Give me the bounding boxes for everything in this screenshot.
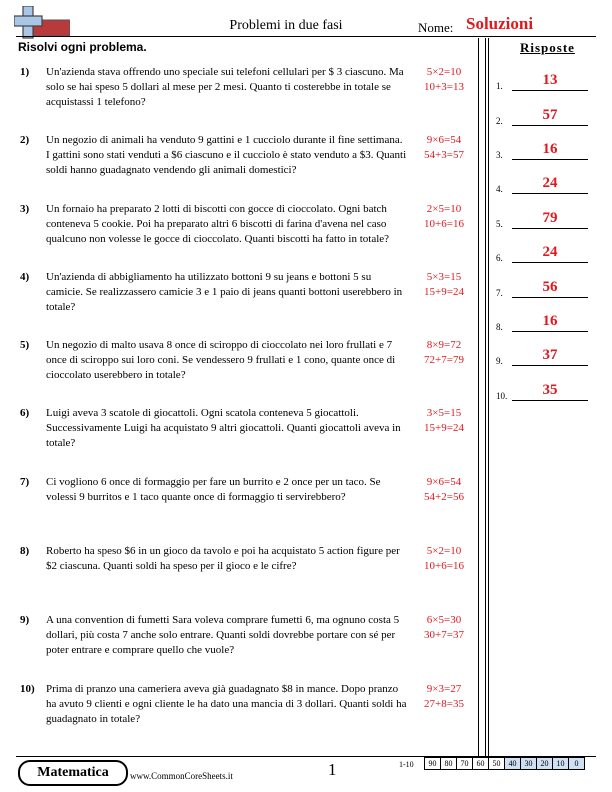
answer-number: 2. [496,116,503,126]
answer-number: 7. [496,288,503,298]
answer-number: 6. [496,253,503,263]
page-number: 1 [328,760,337,779]
answer-line [512,125,588,126]
work-step: 15+9=24 [424,422,464,434]
work-step: 15+9=24 [424,286,464,298]
work-step: 10+3=13 [424,81,464,93]
answer-line [512,90,588,91]
problem-text: Un'azienda di abbigliamento ha utilizzato bottoni 9 su jeans e bottoni 5 su camicie. Se realizzassero camicie 3 e 1 paio di jeans quanti bottoni userebbero in totale? [46,271,403,313]
work-step: 3×5=15 [426,407,462,419]
answer-row [496,104,596,128]
work-step: 54+3=57 [424,149,464,161]
score-cell: 80 [441,758,457,770]
work-step: 30+7=37 [424,629,464,641]
solution-work [404,270,484,300]
website-link[interactable]: www.CommonCoreSheets.it [130,771,233,781]
work-step: 72+7=79 [424,354,464,366]
header-divider [16,36,596,37]
brand-badge: Matematica [18,760,128,786]
problem-number: 5) [20,339,30,351]
column-divider [485,38,486,756]
problem-text: A una convention di fumetti Sara voleva comprare fumetti 6, ma ognuno costa 5 dollari, più costa 7 anche solo entrare. Quanti soldi dovrebbe portare con sé per poter entrare e comprare quello che vuole? [46,614,400,656]
answer-value: 16 [542,141,558,157]
problem-text: Luigi aveva 3 scatole di giocattoli. Ogni scatola conteneva 5 giocattoli. Successivamente Luigi ha acquistato 9 altri giocattoli. Quanti giocattoli aveva in totale? [46,407,401,449]
answer-row [496,379,596,403]
name-label: Nome: [418,20,454,35]
work-step: 8×9=72 [426,339,462,351]
problem-number: 1) [20,66,30,78]
answer-value: 35 [542,382,558,398]
answer-number: 4. [496,184,503,194]
work-step: 10+6=16 [424,218,464,230]
solution-work [404,682,484,712]
score-table [424,757,585,770]
score-cell: 10 [553,758,569,770]
answer-number: 9. [496,356,503,366]
work-step: 9×6=54 [426,476,462,488]
score-cell: 40 [505,758,521,770]
problem-text: Un'azienda stava offrendo uno speciale sui telefoni cellulari per $ 3 ciascuno. Ma solo se hai speso 5 dollari al mese per 2 mesi. Quanto ti costerebbe in totale se acquistassi 1 telefono? [46,66,404,108]
answer-line [512,297,588,298]
score-cell: 20 [537,758,553,770]
answer-value: 56 [542,279,558,295]
answer-value: 57 [542,107,558,123]
problem-text: Prima di pranzo una cameriera aveva già guadagnato $8 in mance. Dopo pranzo ha avuto 9 clienti e ogni cliente le ha dato una mancia di 3 dollari. Quanti soldi ha guadagnato in totale? [46,683,407,725]
problem-number: 3) [20,203,30,215]
work-step: 10+6=16 [424,560,464,572]
answer-value: 37 [542,347,558,363]
answer-number: 5. [496,219,503,229]
answer-number: 3. [496,150,503,160]
answer-line [512,365,588,366]
problem-text: Un negozio di malto usava 8 once di sciroppo di cioccolato nei loro frullati e 7 once di sciroppo sui loro coni. Se vendessero 9 frullati e 1 cono, quante once di cioccolato userebbero in totale? [46,339,396,381]
solution-work [404,544,484,574]
answer-line [512,262,588,263]
problem-number: 6) [20,407,30,419]
problem-number: 4) [20,271,30,283]
score-cell: 0 [569,758,585,770]
work-step: 5×2=10 [426,66,462,78]
answer-value: 13 [542,72,558,88]
answer-row [496,276,596,300]
work-step: 5×3=15 [426,271,462,283]
solution-work [404,202,484,232]
answer-line [512,331,588,332]
answer-row [496,172,596,196]
problem-number: 10) [20,683,35,695]
work-step: 9×6=54 [426,134,462,146]
problem-text: Ci vogliono 6 once di formaggio per fare un burrito e 2 once per un taco. Se volessi 9 burritos e 1 taco quante once di formaggio ti servirebbero? [46,476,381,503]
answer-line [512,228,588,229]
answers-header: Risposte [520,40,575,55]
work-step: 9×3=27 [426,683,462,695]
worksheet-title: Problemi in due fasi [229,18,343,33]
answer-row [496,344,596,368]
column-divider [488,38,489,756]
work-step: 6×5=30 [426,614,462,626]
problem-text: Un fornaio ha preparato 2 lotti di biscotti con gocce di cioccolato. Ogni batch conteneva 5 cookie. Poi ha preparato altri 6 biscotti di farina d'avena nel caso qualcuno non volesse le gocce di cioccolato. Quanti biscotti ha fatto in totale? [46,203,390,245]
answer-line [512,400,588,401]
answer-row [496,138,596,162]
score-cell: 30 [521,758,537,770]
answer-row [496,241,596,265]
solution-work [404,475,484,505]
solution-work [404,133,484,163]
answer-row [496,69,596,93]
score-cell: 90 [425,758,441,770]
score-cell: 50 [489,758,505,770]
work-step: 27+8=35 [424,698,464,710]
work-step: 5×2=10 [426,545,462,557]
answer-row [496,207,596,231]
solution-work [404,613,484,643]
work-step: 54+2=56 [424,491,464,503]
score-cell: 70 [457,758,473,770]
solution-work [404,65,484,95]
answer-line [512,159,588,160]
problem-number: 9) [20,614,30,626]
solution-work [404,338,484,368]
answer-number: 1. [496,81,503,91]
solution-work [404,406,484,436]
problem-number: 2) [20,134,30,146]
answer-value: 16 [542,313,558,329]
instructions: Risolvi ogni problema. [18,40,147,54]
answer-number: 10. [496,391,508,401]
answer-value: 24 [542,175,558,191]
name-value: Soluzioni [466,14,534,33]
answer-line [512,193,588,194]
score-cell: 60 [473,758,489,770]
problem-number: 7) [20,476,30,488]
answer-number: 8. [496,322,503,332]
answer-value: 79 [542,210,558,226]
work-step: 2×5=10 [426,203,462,215]
problem-text: Un negozio di animali ha venduto 9 gattini e 1 cucciolo durante il fine settimana. I gattini sono stati venduti a $6 ciascuno e il cucciolo è stato venduto a $3. Quanti soldi hanno guadagnato vendendo gli animali domestici? [46,134,407,176]
problem-text: Roberto ha speso $6 in un gioco da tavolo e poi ha acquistato 5 action figure per $2 ciascuna. Quanti soldi ha speso per il gioco e le cifre? [46,545,400,572]
answer-row [496,310,596,334]
answer-value: 24 [542,244,558,260]
score-range-label: 1-10 [399,760,414,769]
problem-number: 8) [20,545,30,557]
